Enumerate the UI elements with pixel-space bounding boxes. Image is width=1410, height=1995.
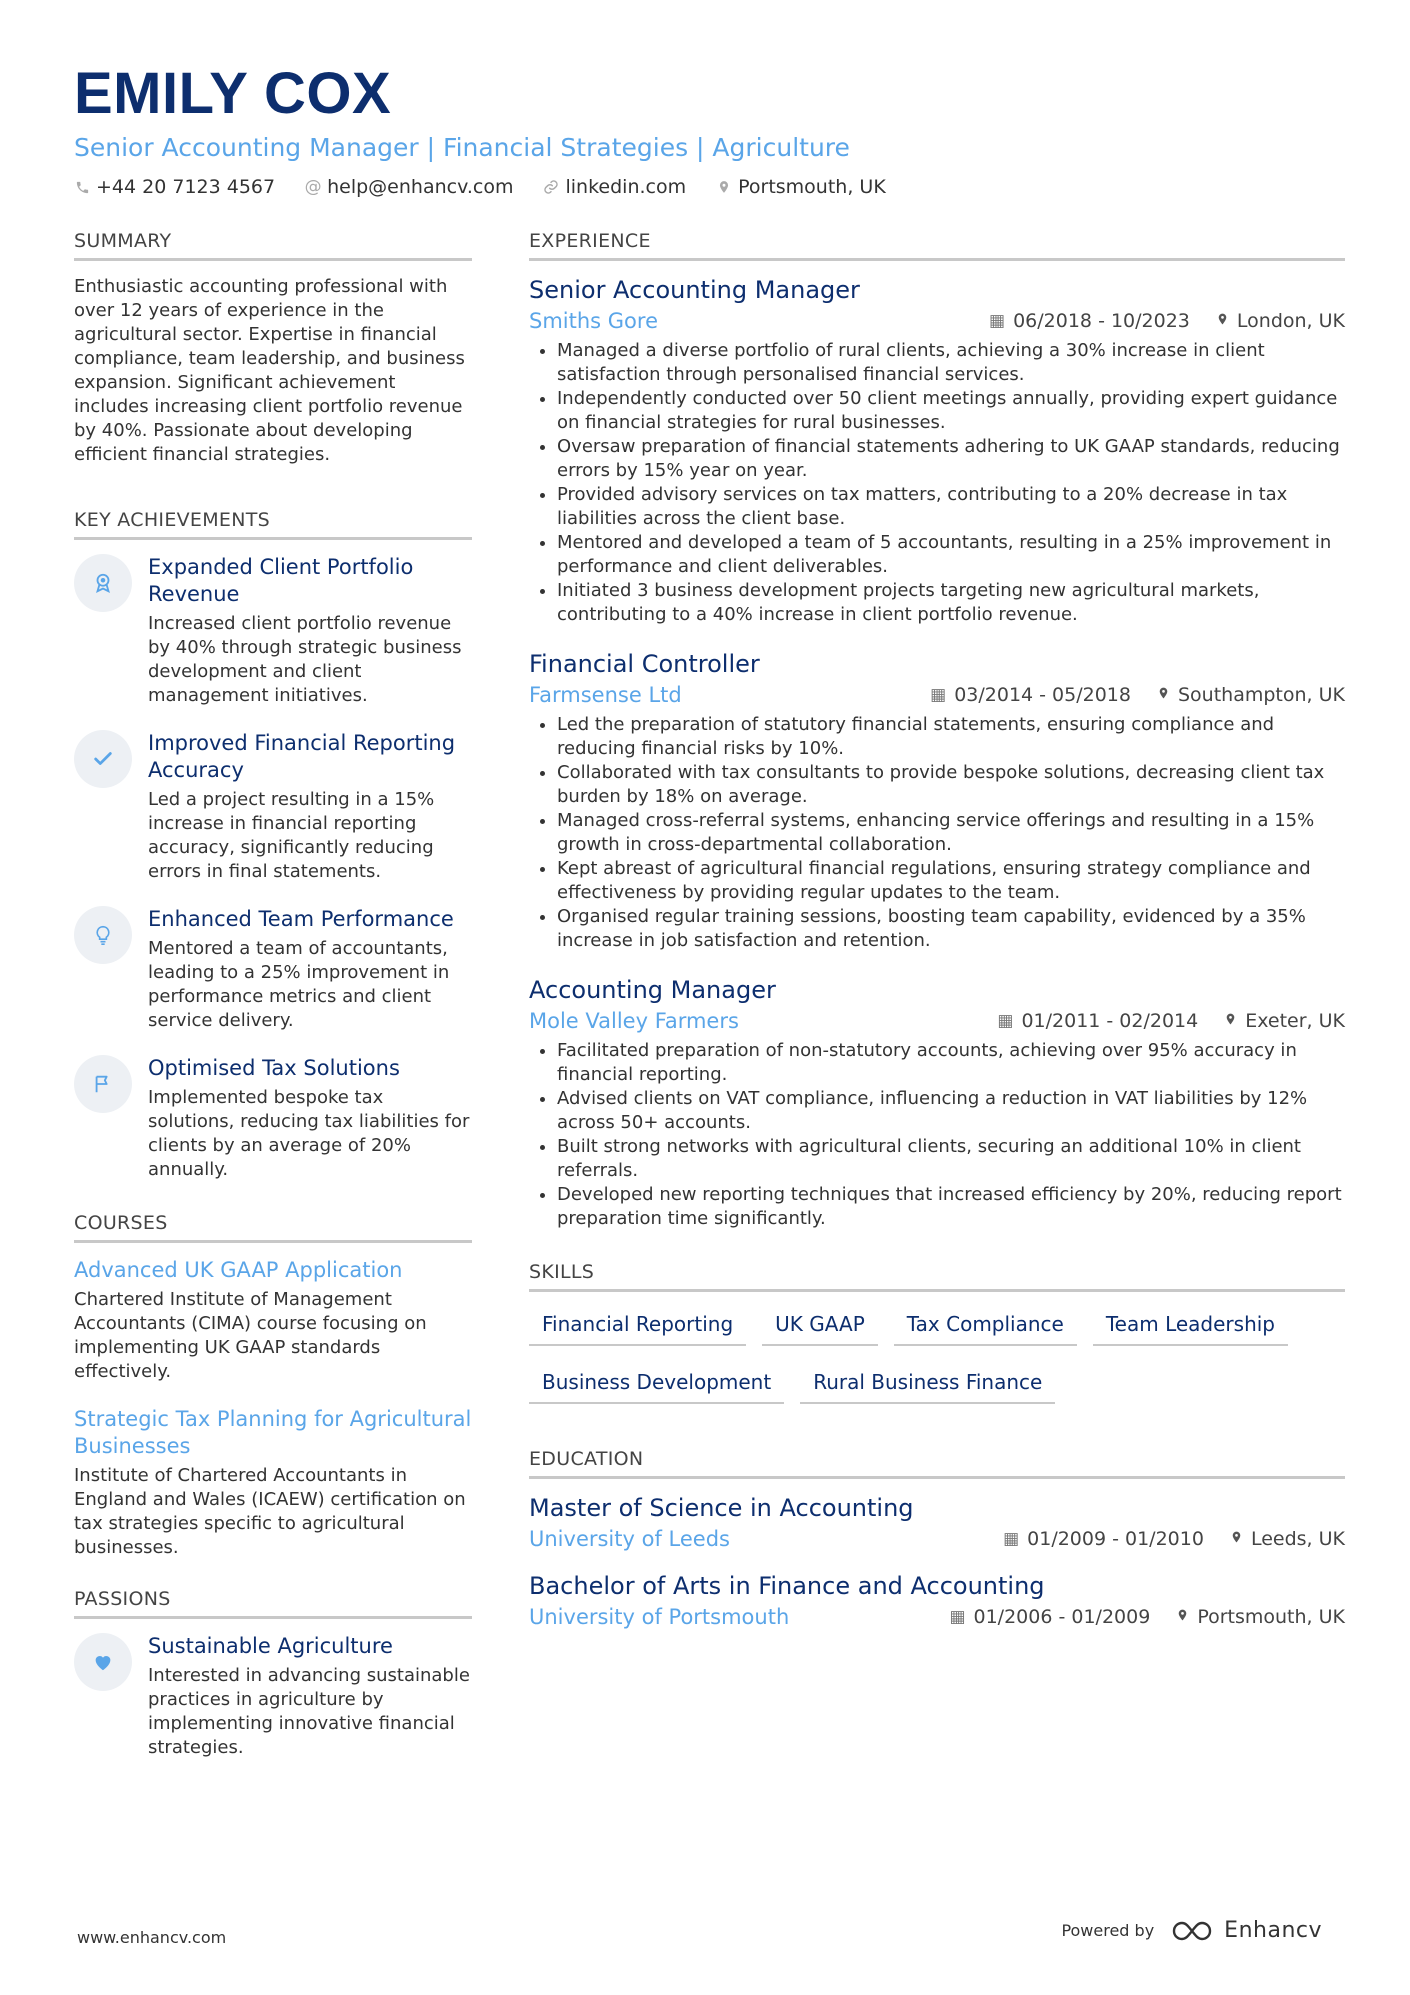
job-entry [529, 975, 1345, 1231]
job-bullet: • Initiated 3 business development projects targeting new agricultural markets, contributing to a 40% increase in client portfolio revenue. [557, 579, 1345, 627]
headline: Senior Accounting Manager | Financial Strategies | Agriculture [74, 133, 850, 162]
contact-location-text: Portsmouth, UK [738, 176, 886, 198]
location-pin-icon [1224, 1011, 1237, 1032]
course-desc: Institute of Chartered Accountants in England and Wales (ICAEW) certification on tax strategies specific to agricultural businesses. [74, 1465, 466, 1558]
company-name: Mole Valley Farmers [529, 1009, 739, 1033]
job-bullets [529, 339, 1345, 627]
courses-section [74, 1212, 472, 1560]
education-section [529, 1448, 1345, 1629]
achievement-title: Optimised Tax Solutions [148, 1056, 400, 1080]
award-icon [74, 554, 132, 612]
degree-title: Master of Science in Accounting [529, 1494, 914, 1522]
company-name: Farmsense Ltd [529, 683, 682, 707]
enhancv-logo-icon [1170, 1919, 1214, 1943]
company-name: Smiths Gore [529, 309, 658, 333]
job-dates: 01/2011 - 02/2014 [1021, 1010, 1199, 1032]
school-name: University of Leeds [529, 1527, 730, 1551]
job-bullet: • Organised regular training sessions, boosting team capability, evidenced by a 35% increase in job satisfaction and retention. [557, 905, 1345, 953]
degree-title: Bachelor of Arts in Finance and Accounting [529, 1572, 1045, 1600]
job-bullet: • Advised clients on VAT compliance, influencing a reduction in VAT liabilities by 12% across 50+ accounts. [557, 1087, 1345, 1135]
course-item [74, 1406, 472, 1560]
course-desc: Chartered Institute of Management Accountants (CIMA) course focusing on implementing UK GAAP standards effectively. [74, 1289, 427, 1382]
link-icon [543, 179, 559, 195]
enhancv-logo[interactable] [1170, 1918, 1322, 1943]
course-item [74, 1257, 472, 1384]
skill-tag: Business Development [529, 1364, 784, 1404]
footer-powered-by [1061, 1918, 1322, 1943]
job-title: Financial Controller [529, 650, 760, 678]
achievement-desc: Implemented bespoke tax solutions, reducing tax liabilities for clients by an average of 20% annually. [148, 1087, 470, 1180]
job-bullet: • Developed new reporting techniques that increased efficiency by 20%, reducing report preparation time significantly. [557, 1183, 1345, 1231]
calendar-icon: ▦ [989, 311, 1006, 331]
education-location: Portsmouth, UK [1197, 1606, 1345, 1628]
passion-desc: Interested in advancing sustainable practices in agriculture by implementing innovative financial strategies. [148, 1665, 470, 1758]
education-dates: 01/2009 - 01/2010 [1027, 1528, 1204, 1550]
contact-phone-text: +44 20 7123 4567 [96, 176, 276, 198]
achievement-desc: Led a project resulting in a 15% increase in financial reporting accuracy, significantly reducing errors in final statements. [148, 789, 435, 882]
location-pin-icon [1230, 1529, 1243, 1550]
job-meta [529, 683, 1345, 707]
education-entry [529, 1493, 1345, 1551]
flag-icon [74, 1055, 132, 1113]
contact-linkedin[interactable] [543, 176, 686, 198]
job-entry [529, 275, 1345, 627]
summary-section [74, 230, 472, 467]
job-bullets [529, 713, 1345, 953]
location-pin-icon [1176, 1607, 1189, 1628]
skill-tag: Rural Business Finance [800, 1364, 1055, 1404]
powered-by-label: Powered by [1061, 1921, 1155, 1940]
job-bullet: • Managed cross-referral systems, enhancing service offerings and resulting in a 15% growth in cross-departmental collaboration. [557, 809, 1345, 857]
job-bullet: • Led the preparation of statutory financial statements, ensuring compliance and reducing financial risks by 10%. [557, 713, 1345, 761]
job-meta [529, 1009, 1345, 1033]
brand-name: Enhancv [1224, 1918, 1322, 1943]
education-heading: EDUCATION [529, 1448, 1345, 1479]
passions-section [74, 1588, 472, 1760]
skills-heading: SKILLS [529, 1261, 1345, 1292]
achievements-heading: KEY ACHIEVEMENTS [74, 509, 472, 540]
contact-location [716, 176, 886, 198]
resume-header [74, 62, 1344, 198]
footer-website[interactable]: www.enhancv.com [77, 1928, 227, 1947]
at-icon: @ [304, 177, 322, 197]
job-bullet: • Kept abreast of agricultural financial regulations, ensuring strategy compliance and effectiveness by providing regular updates to the team. [557, 857, 1345, 905]
contact-linkedin-text: linkedin.com [565, 176, 687, 198]
education-meta [529, 1527, 1345, 1551]
job-bullet: • Managed a diverse portfolio of rural clients, achieving a 30% increase in client satisfaction through personalised financial services. [557, 339, 1345, 387]
skill-tag: Financial Reporting [529, 1306, 746, 1346]
right-column [529, 230, 1345, 1671]
skills-list [529, 1306, 1329, 1404]
course-title: Advanced UK GAAP Application [74, 1258, 403, 1282]
achievement-desc: Mentored a team of accountants, leading to a 25% improvement in performance metrics and client service delivery. [148, 938, 450, 1031]
contact-email[interactable] [305, 176, 513, 198]
phone-icon [74, 180, 90, 195]
courses-heading: COURSES [74, 1212, 472, 1243]
education-meta [529, 1605, 1345, 1629]
contact-list [74, 176, 1344, 198]
calendar-icon: ▦ [1003, 1529, 1020, 1549]
summary-text: Enthusiastic accounting professional with over 12 years of experience in the agricultural sector. Expertise in financial compliance, team leadership, and business expansion. Significant achievement includes increasing client portfolio revenue by 40%. Passionate about developing efficient financial strategies. [74, 276, 465, 465]
location-pin-icon [1157, 685, 1170, 706]
job-dates: 03/2014 - 05/2018 [954, 684, 1131, 706]
achievement-item [74, 906, 472, 1033]
achievement-item [74, 554, 472, 708]
job-bullet: • Facilitated preparation of non-statutory accounts, achieving over 95% accuracy in financial reporting. [557, 1039, 1345, 1087]
achievement-title: Enhanced Team Performance [148, 907, 454, 931]
lightbulb-icon [74, 906, 132, 964]
achievement-desc: Increased client portfolio revenue by 40% through strategic business development and client management initiatives. [148, 613, 462, 706]
skills-section [529, 1261, 1345, 1404]
job-title: Senior Accounting Manager [529, 276, 860, 304]
summary-heading: SUMMARY [74, 230, 472, 261]
left-column [74, 230, 472, 1802]
job-location: London, UK [1236, 310, 1345, 332]
job-location: Exeter, UK [1245, 1010, 1345, 1032]
passion-item [74, 1633, 472, 1760]
experience-heading: EXPERIENCE [529, 230, 1345, 261]
achievements-section [74, 509, 472, 1182]
job-bullet: • Built strong networks with agricultural clients, securing an additional 10% in client referrals. [557, 1135, 1345, 1183]
education-entry [529, 1571, 1345, 1629]
job-bullet: • Oversaw preparation of financial statements adhering to UK GAAP standards, reducing errors by 15% year on year. [557, 435, 1345, 483]
location-pin-icon [1216, 311, 1229, 332]
job-bullet: • Independently conducted over 50 client meetings annually, providing expert guidance on financial strategies for rural businesses. [557, 387, 1345, 435]
job-bullets [529, 1039, 1345, 1231]
education-location: Leeds, UK [1250, 1528, 1345, 1550]
heart-icon [74, 1633, 132, 1691]
check-icon [74, 730, 132, 788]
skill-tag: UK GAAP [762, 1306, 878, 1346]
job-title: Accounting Manager [529, 976, 776, 1004]
job-bullet: • Collaborated with tax consultants to provide bespoke solutions, decreasing client tax burden by 18% on average. [557, 761, 1345, 809]
calendar-icon: ▦ [949, 1607, 966, 1627]
calendar-icon: ▦ [997, 1011, 1014, 1031]
achievement-title: Improved Financial Reporting Accuracy [148, 731, 456, 782]
education-dates: 01/2006 - 01/2009 [973, 1606, 1151, 1628]
job-bullet: • Provided advisory services on tax matters, contributing to a 20% decrease in tax liabilities across the client base. [557, 483, 1345, 531]
achievement-item [74, 1055, 472, 1182]
passions-heading: PASSIONS [74, 1588, 472, 1619]
location-pin-icon [716, 179, 732, 195]
school-name: University of Portsmouth [529, 1605, 790, 1629]
experience-section [529, 230, 1345, 1231]
contact-phone [74, 176, 275, 198]
skill-tag: Tax Compliance [894, 1306, 1077, 1346]
course-title: Strategic Tax Planning for Agricultural Businesses [74, 1407, 472, 1458]
job-location: Southampton, UK [1178, 684, 1345, 706]
achievement-title: Expanded Client Portfolio Revenue [148, 555, 414, 606]
achievement-item [74, 730, 472, 884]
candidate-name: EMILY COX [74, 61, 392, 126]
job-entry [529, 649, 1345, 953]
job-bullet: • Mentored and developed a team of 5 accountants, resulting in a 25% improvement in performance and client deliverables. [557, 531, 1345, 579]
skill-tag: Team Leadership [1093, 1306, 1288, 1346]
passion-title: Sustainable Agriculture [148, 1634, 393, 1658]
contact-email-text: help@enhancv.com [327, 176, 514, 198]
job-dates: 06/2018 - 10/2023 [1013, 310, 1190, 332]
job-meta [529, 309, 1345, 333]
calendar-icon: ▦ [930, 685, 947, 705]
